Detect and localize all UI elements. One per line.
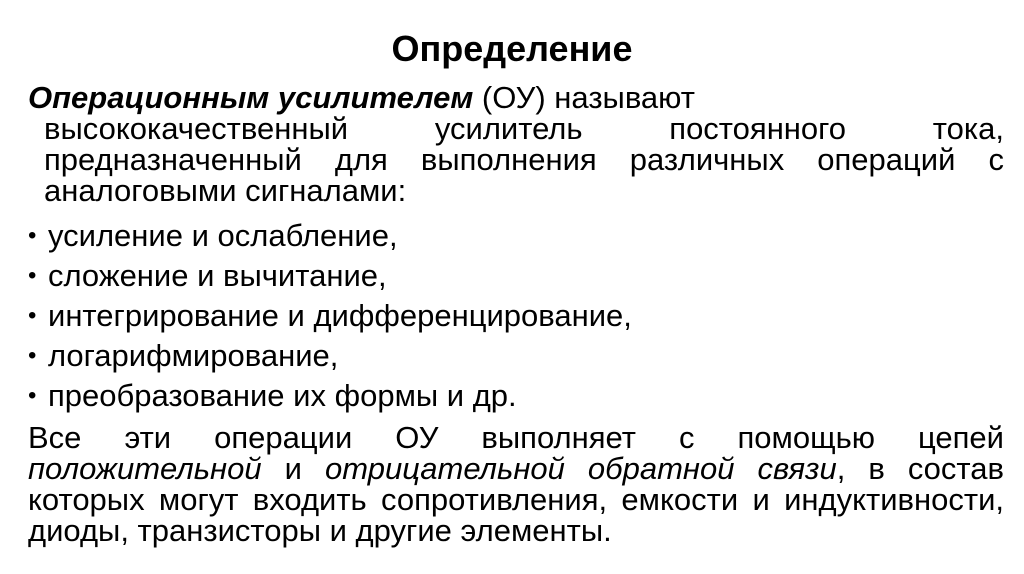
list-item xyxy=(28,256,1004,296)
closing-text-3: , в состав которых могут входить сопротивления, емкости и индуктивности, диоды, транзисторы и другие элементы. xyxy=(28,451,1004,548)
bullet-icon: • xyxy=(28,262,37,289)
list-item xyxy=(28,376,1004,416)
definition-abbr: (ОУ) называют xyxy=(481,80,695,115)
bullet-icon: • xyxy=(28,222,37,249)
closing-paragraph xyxy=(28,422,1004,546)
list-item xyxy=(28,216,1004,256)
list-item xyxy=(28,336,1004,376)
slide-body xyxy=(28,82,1004,546)
bullet-icon: • xyxy=(28,382,37,409)
operations-list xyxy=(28,216,1004,416)
bullet-icon: • xyxy=(28,342,37,369)
closing-italic-negative-feedback: отрицательной обратной связи xyxy=(325,451,837,486)
definition-rest: высококачественный усилитель постоянного тока, предназначенный для выполнения различных операций с аналоговыми сигналами: xyxy=(44,111,1004,208)
bullet-icon: • xyxy=(28,302,37,329)
page-title: Определение xyxy=(391,28,633,69)
list-item-text: сложение и вычитание, xyxy=(48,258,387,293)
closing-text-2: и xyxy=(284,451,302,486)
list-item-text: усиление и ослабление, xyxy=(48,218,398,253)
list-item-text: логарифмирование, xyxy=(48,338,339,373)
list-item-text: преобразование их формы и др. xyxy=(48,378,517,413)
list-item-text: интегрирование и дифференцирование, xyxy=(48,298,632,333)
definition-term: Операционным усилителем xyxy=(28,80,474,115)
list-item xyxy=(28,296,1004,336)
closing-text-1: Все эти операции ОУ выполняет с помощью цепей xyxy=(28,420,1004,455)
definition-paragraph xyxy=(28,82,1004,206)
closing-italic-positive: положительной xyxy=(28,451,262,486)
